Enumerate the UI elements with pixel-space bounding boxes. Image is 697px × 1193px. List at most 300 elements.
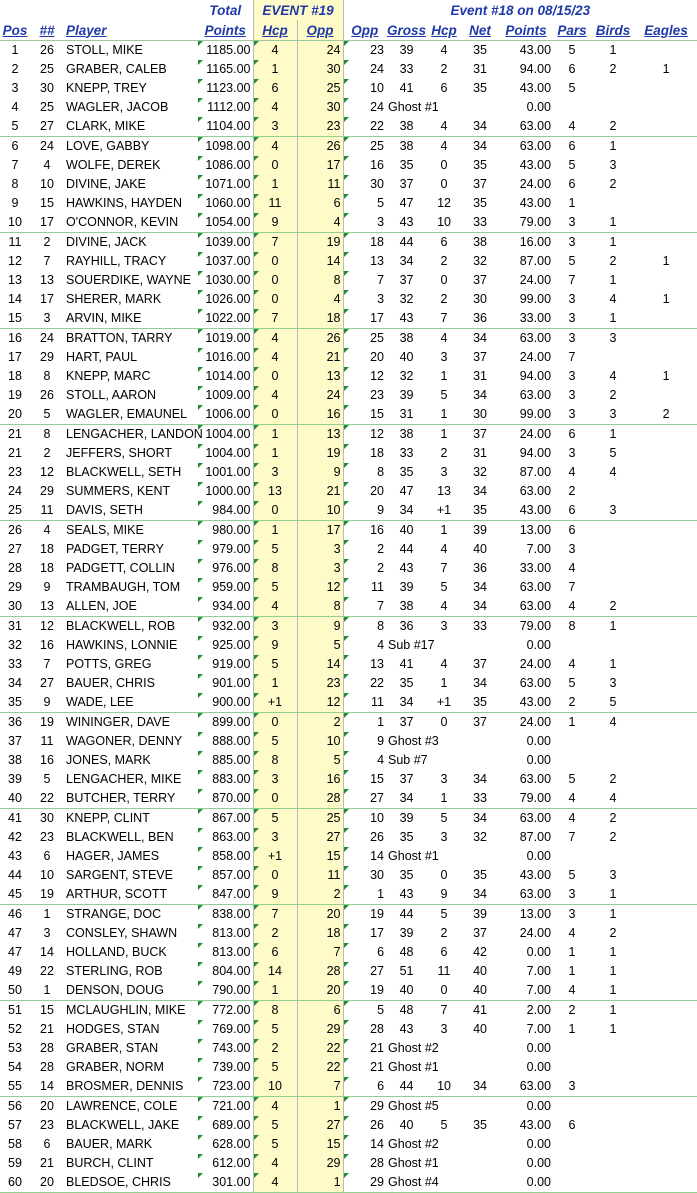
- opp18-cell: 4: [343, 751, 386, 770]
- eagles-cell: [635, 98, 697, 117]
- birds-cell: 2: [609, 177, 617, 191]
- player-cell: BLACKWELL, BEN: [66, 830, 174, 844]
- hcp19-cell: 3: [253, 463, 297, 482]
- gross-cell: 31: [386, 405, 427, 425]
- birds-cell: 1: [609, 619, 617, 633]
- player-cell: BLACKWELL, JAKE: [66, 1118, 180, 1132]
- num-cell: 1: [30, 981, 64, 1001]
- hcp18-cell: 1: [427, 405, 461, 425]
- pars-cell: 3: [553, 885, 591, 905]
- birds-cell: [591, 578, 635, 597]
- opp18-cell: 29: [343, 1173, 386, 1193]
- pars-cell: [553, 98, 591, 117]
- hcp19-cell: 11: [253, 194, 297, 213]
- net-cell: 37: [473, 350, 487, 364]
- opp18-cell: 6: [343, 943, 386, 962]
- player-cell: CONSLEY, SHAWN: [66, 926, 178, 940]
- opp18-cell: 15: [343, 405, 386, 425]
- pars-cell: 2: [568, 484, 576, 498]
- player-cell: SEALS, MIKE: [66, 523, 144, 537]
- pos-cell: 46: [8, 907, 22, 921]
- table-row: [0, 1039, 697, 1058]
- num-cell: 10: [40, 868, 54, 882]
- hcp19-cell: 5: [253, 655, 297, 674]
- pos-cell: 35: [0, 693, 30, 713]
- birds-cell: 1: [591, 885, 635, 905]
- opp19-cell: 8: [297, 271, 343, 290]
- table-row: [0, 981, 697, 1001]
- hcp19-cell: 0: [253, 290, 297, 309]
- table-row: [0, 962, 697, 981]
- eagles-cell: [635, 636, 697, 655]
- birds-cell: 3: [591, 501, 635, 521]
- gross-cell: 35: [399, 830, 414, 844]
- points18-cell: 7.00: [526, 964, 552, 978]
- player-cell: GRABER, STAN: [66, 1041, 159, 1055]
- points18-cell: 13.00: [519, 907, 552, 921]
- pars-cell: 5: [568, 254, 576, 268]
- hcp18-cell: 4: [440, 542, 448, 556]
- birds-cell: 2: [609, 926, 617, 940]
- pos-cell: 21: [8, 446, 22, 460]
- pars-cell: 7: [568, 580, 576, 594]
- pars-cell: [553, 1097, 591, 1117]
- pars-cell: 4: [568, 811, 576, 825]
- hcp19-cell: 8: [253, 559, 297, 578]
- total-cell: 1006.00: [198, 405, 253, 425]
- total-cell: 1019.00: [198, 329, 253, 349]
- pos-cell: 49: [8, 964, 22, 978]
- eagles-cell: [635, 79, 697, 98]
- pars-cell: 1: [568, 945, 576, 959]
- pos-cell: 56: [8, 1099, 22, 1113]
- opp19-cell: 4: [297, 290, 343, 309]
- pars-cell: [553, 1154, 591, 1173]
- total-cell: 1185.00: [198, 41, 253, 61]
- table-row: [0, 156, 697, 175]
- birds-cell: [591, 559, 635, 578]
- num-cell: 7: [43, 657, 51, 671]
- points18-cell: 87.00: [519, 254, 552, 268]
- col-pos: Pos: [0, 20, 30, 41]
- hcp18-cell: [427, 98, 461, 117]
- hcp19-cell: 0: [253, 789, 297, 809]
- col-eagles: Eagles: [635, 20, 697, 41]
- player-cell: LOVE, GABBY: [66, 139, 150, 153]
- gross-cell: 37: [399, 715, 414, 729]
- net-cell: 40: [461, 981, 499, 1001]
- table-row: [0, 386, 697, 405]
- pars-cell: [553, 732, 591, 751]
- hcp18-cell: [427, 1058, 461, 1077]
- points18-cell: 24.00: [519, 427, 552, 441]
- eagles-cell: [635, 905, 697, 925]
- hcp18-cell: 1: [440, 523, 448, 537]
- total-cell: 863.00: [198, 828, 253, 847]
- pos-cell: 9: [11, 196, 19, 210]
- opp18-cell: 11: [343, 693, 386, 713]
- points18-cell: 0.00: [526, 1041, 552, 1055]
- num-cell: 11: [40, 734, 54, 748]
- table-row: [0, 79, 697, 98]
- num-cell: 23: [40, 1118, 54, 1132]
- num-cell: 1: [43, 907, 51, 921]
- opp18-cell: 20: [343, 482, 386, 501]
- pars-cell: 6: [553, 501, 591, 521]
- gross-cell: 47: [399, 196, 414, 210]
- net-cell: [461, 1039, 499, 1058]
- num-cell: 6: [43, 1137, 51, 1151]
- points18-cell: 7.00: [526, 542, 552, 556]
- hcp18-cell: 6: [440, 945, 448, 959]
- gross-cell: 39: [399, 580, 414, 594]
- total-cell: 743.00: [198, 1039, 253, 1058]
- hcp19-cell: 4: [253, 98, 297, 117]
- net-cell: 34: [461, 597, 499, 617]
- hcp18-cell: 0: [440, 273, 448, 287]
- eagles-cell: [635, 329, 697, 349]
- opp19-cell: 17: [297, 521, 343, 541]
- opp18-cell: 17: [343, 309, 386, 329]
- pos-cell: 3: [11, 81, 19, 95]
- gross-cell: 34: [386, 501, 427, 521]
- opp19-cell: 4: [297, 213, 343, 233]
- total-cell: 1037.00: [198, 252, 253, 271]
- player-cell: BLEDSOE, CHRIS: [64, 1173, 198, 1193]
- total-cell: 1030.00: [198, 271, 253, 290]
- net-cell: 35: [461, 501, 499, 521]
- num-cell: 12: [40, 465, 54, 479]
- opp18-cell: 5: [343, 194, 386, 213]
- hcp19-cell: 4: [253, 41, 297, 61]
- birds-cell: 1: [609, 945, 617, 959]
- pars-cell: 3: [568, 235, 576, 249]
- birds-cell: [591, 1135, 635, 1154]
- gross-cell: Ghost #1: [388, 100, 439, 114]
- net-cell: 37: [473, 715, 487, 729]
- total-cell: 900.00: [198, 693, 253, 713]
- points18-cell: 94.00: [519, 446, 552, 460]
- hcp18-cell: 2: [440, 62, 448, 76]
- col-hcp18: Hcp: [427, 20, 461, 41]
- player-cell: KNEPP, MARC: [66, 369, 151, 383]
- birds-cell: 5: [609, 446, 617, 460]
- eagles-cell: [635, 540, 697, 559]
- opp19-cell: 7: [297, 1077, 343, 1097]
- table-row: [0, 271, 697, 290]
- opp19-cell: 9: [297, 617, 343, 637]
- hcp18-cell: +1: [427, 501, 461, 521]
- num-cell: 10: [40, 177, 54, 191]
- pos-cell: 57: [8, 1118, 22, 1132]
- eagles-cell: [635, 559, 697, 578]
- birds-cell: 4: [609, 465, 617, 479]
- total-cell: 739.00: [198, 1058, 253, 1077]
- gross-cell: 44: [399, 907, 414, 921]
- eagles-cell: 1: [662, 62, 670, 76]
- hcp19-cell: 2: [253, 924, 297, 943]
- opp18-cell: 13: [343, 252, 386, 271]
- pos-cell: 24: [8, 484, 22, 498]
- birds-cell: 4: [609, 369, 617, 383]
- num-cell: 21: [40, 1022, 54, 1036]
- eagles-cell: [635, 194, 697, 213]
- table-row: [0, 1058, 697, 1077]
- pars-cell: 4: [568, 926, 576, 940]
- gross-cell: 38: [399, 139, 414, 153]
- net-cell: 40: [473, 964, 487, 978]
- opp18-cell: 21: [343, 1039, 386, 1058]
- opp18-cell: 24: [343, 98, 386, 117]
- player-cell: WADE, LEE: [64, 693, 198, 713]
- gross-cell: 37: [399, 177, 414, 191]
- opp18-cell: 23: [343, 41, 386, 61]
- hcp18-cell: 4: [427, 597, 461, 617]
- gross-cell: 38: [386, 597, 427, 617]
- opp19-cell: 19: [297, 444, 343, 463]
- hcp18-cell: 7: [427, 309, 461, 329]
- pos-cell: 12: [8, 254, 22, 268]
- table-row: [0, 924, 697, 943]
- gross-cell: 37: [399, 273, 414, 287]
- num-cell: 19: [40, 715, 54, 729]
- pos-cell: 55: [0, 1077, 30, 1097]
- opp18-cell: 17: [343, 924, 386, 943]
- opp18-cell: 20: [343, 348, 386, 367]
- total-cell: 925.00: [198, 636, 253, 655]
- opp18-cell: 19: [343, 981, 386, 1001]
- opp19-cell: 27: [297, 1116, 343, 1135]
- opp19-cell: 14: [297, 252, 343, 271]
- pars-cell: 2: [553, 693, 591, 713]
- opp19-cell: 5: [297, 636, 343, 655]
- opp19-cell: 13: [297, 367, 343, 386]
- num-cell: 24: [40, 331, 54, 345]
- points18-cell: 63.00: [519, 484, 552, 498]
- eagles-cell: 1: [662, 254, 670, 268]
- points18-cell: 0.00: [526, 1137, 552, 1151]
- table-row: [0, 1097, 697, 1117]
- birds-cell: [591, 1077, 635, 1097]
- num-cell: 4: [43, 523, 51, 537]
- player-cell: ALLEN, JOE: [64, 597, 198, 617]
- total-cell: 628.00: [198, 1135, 253, 1154]
- player-cell: KNEPP, TREY: [66, 81, 147, 95]
- table-row: [0, 290, 697, 309]
- player-cell: HAGER, JAMES: [66, 849, 160, 863]
- gross-cell: 38: [386, 117, 427, 137]
- table-row: [0, 137, 697, 157]
- num-cell: 11: [30, 501, 64, 521]
- eagles-cell: [635, 386, 697, 405]
- net-cell: 34: [473, 580, 487, 594]
- points18-cell: 79.00: [499, 213, 553, 233]
- eagles-cell: [635, 425, 697, 445]
- points18-cell: 63.00: [519, 580, 552, 594]
- points18-cell: 87.00: [519, 465, 552, 479]
- player-cell: WAGLER, EMAUNEL: [64, 405, 198, 425]
- opp18-cell: 16: [343, 156, 386, 175]
- gross-cell: 43: [399, 561, 414, 575]
- opp18-cell: 26: [343, 1116, 386, 1135]
- total-cell: 1060.00: [198, 194, 253, 213]
- hcp19-cell: 13: [253, 482, 297, 501]
- num-cell: 5: [30, 405, 64, 425]
- hcp19-cell: +1: [253, 693, 297, 713]
- net-cell: 34: [461, 1077, 499, 1097]
- table-row: [0, 693, 697, 713]
- net-cell: [461, 1135, 499, 1154]
- pars-cell: 6: [568, 177, 576, 191]
- hcp18-cell: 2: [440, 254, 448, 268]
- eagles-cell: [635, 1173, 697, 1193]
- points18-cell: 33.00: [519, 561, 552, 575]
- net-cell: [461, 98, 499, 117]
- hcp18-cell: 4: [440, 43, 448, 57]
- gross-cell: 43: [386, 213, 427, 233]
- hcp18-cell: 6: [440, 81, 448, 95]
- player-cell: BLACKWELL, SETH: [66, 465, 182, 479]
- opp19-cell: 27: [297, 828, 343, 847]
- points18-cell: 0.00: [526, 753, 552, 767]
- hcp18-cell: 1: [440, 427, 448, 441]
- birds-cell: [591, 194, 635, 213]
- player-cell: SARGENT, STEVE: [66, 868, 173, 882]
- birds-cell: 1: [609, 1022, 617, 1036]
- pos-cell: 36: [8, 715, 22, 729]
- num-cell: 6: [43, 849, 51, 863]
- net-cell: 41: [473, 1003, 487, 1017]
- eagles-cell: [635, 809, 697, 829]
- opp19-cell: 22: [297, 1058, 343, 1077]
- opp19-cell: 3: [297, 540, 343, 559]
- hcp18-cell: 5: [440, 580, 448, 594]
- total-cell: 858.00: [198, 847, 253, 866]
- birds-cell: 3: [609, 158, 617, 172]
- opp19-cell: 21: [297, 482, 343, 501]
- pos-cell: 21: [8, 427, 22, 441]
- player-cell: WAGONER, DENNY: [66, 734, 183, 748]
- opp18-cell: 30: [343, 866, 386, 885]
- num-cell: 13: [30, 597, 64, 617]
- hcp18-cell: 0: [427, 981, 461, 1001]
- total-cell: 813.00: [198, 943, 253, 962]
- total-cell: 976.00: [198, 559, 253, 578]
- opp18-cell: 7: [343, 597, 386, 617]
- table-row: [0, 1001, 697, 1021]
- num-cell: 23: [40, 830, 54, 844]
- birds-cell: [591, 521, 635, 541]
- player-cell: PADGETT, COLLIN: [66, 561, 175, 575]
- opp19-cell: 18: [297, 309, 343, 329]
- opp19-cell: 3: [297, 559, 343, 578]
- total-cell: 1071.00: [198, 175, 253, 194]
- pos-cell: 6: [11, 139, 19, 153]
- hcp19-cell: 1: [253, 444, 297, 463]
- hcp19-cell: 4: [253, 597, 297, 617]
- gross-cell: 39: [399, 43, 414, 57]
- total-cell: 984.00: [198, 501, 253, 521]
- hcp19-cell: 0: [253, 866, 297, 885]
- birds-cell: 3: [609, 676, 617, 690]
- hcp18-cell: [427, 751, 461, 770]
- table-row: [0, 367, 697, 386]
- opp19-cell: 16: [297, 770, 343, 789]
- opp18-cell: 6: [343, 1077, 386, 1097]
- eagles-cell: [635, 597, 697, 617]
- hcp18-cell: 0: [440, 177, 448, 191]
- pars-cell: 7: [568, 273, 576, 287]
- opp19-cell: 11: [297, 866, 343, 885]
- total-cell: 980.00: [198, 521, 253, 541]
- num-cell: 8: [43, 369, 51, 383]
- table-row: [0, 60, 697, 79]
- pos-cell: 17: [8, 350, 22, 364]
- gross-cell: 47: [399, 484, 414, 498]
- opp19-cell: 28: [297, 789, 343, 809]
- net-cell: 42: [473, 945, 487, 959]
- hcp18-cell: [427, 1039, 461, 1058]
- gross-cell: 35: [399, 676, 414, 690]
- eagles-cell: [635, 866, 697, 885]
- table-row: [0, 98, 697, 117]
- net-cell: 35: [461, 693, 499, 713]
- eagles-cell: [635, 1154, 697, 1173]
- opp18-cell: 18: [343, 444, 386, 463]
- num-cell: 17: [30, 213, 64, 233]
- pos-cell: 13: [8, 273, 22, 287]
- hcp18-cell: 0: [440, 715, 448, 729]
- net-cell: 40: [473, 542, 487, 556]
- birds-cell: 2: [591, 117, 635, 137]
- total-cell: 888.00: [198, 732, 253, 751]
- hcp18-cell: 3: [440, 830, 448, 844]
- player-cell: HAWKINS, LONNIE: [66, 638, 178, 652]
- pars-cell: 2: [568, 1003, 576, 1017]
- pars-cell: 3: [553, 309, 591, 329]
- birds-cell: 2: [609, 388, 617, 402]
- opp18-cell: 12: [343, 425, 386, 445]
- points18-cell: 2.00: [526, 1003, 552, 1017]
- points18-cell: 0.00: [526, 849, 552, 863]
- table-row: [0, 559, 697, 578]
- pars-cell: 8: [568, 619, 576, 633]
- birds-cell: [591, 847, 635, 866]
- total-cell: 1098.00: [198, 137, 253, 157]
- gross-cell: Ghost #3: [388, 734, 439, 748]
- hcp18-cell: [427, 732, 461, 751]
- table-row: [0, 1135, 697, 1154]
- net-cell: [461, 847, 499, 866]
- opp19-cell: 23: [297, 117, 343, 137]
- pars-cell: 4: [568, 465, 576, 479]
- birds-cell: 1: [591, 213, 635, 233]
- opp18-cell: 22: [343, 117, 386, 137]
- net-cell: 30: [473, 292, 487, 306]
- birds-cell: [591, 79, 635, 98]
- pos-cell: 25: [0, 501, 30, 521]
- num-cell: 3: [43, 926, 51, 940]
- col-num: ##: [30, 20, 64, 41]
- points18-cell: 0.00: [526, 1060, 552, 1074]
- total-cell: 1004.00: [198, 425, 253, 445]
- points18-cell: 99.00: [519, 292, 552, 306]
- total-cell: 870.00: [198, 789, 253, 809]
- gross-cell: 33: [399, 62, 414, 76]
- net-cell: [461, 1173, 499, 1193]
- opp18-cell: 11: [343, 578, 386, 597]
- opp18-cell: 29: [343, 1097, 386, 1117]
